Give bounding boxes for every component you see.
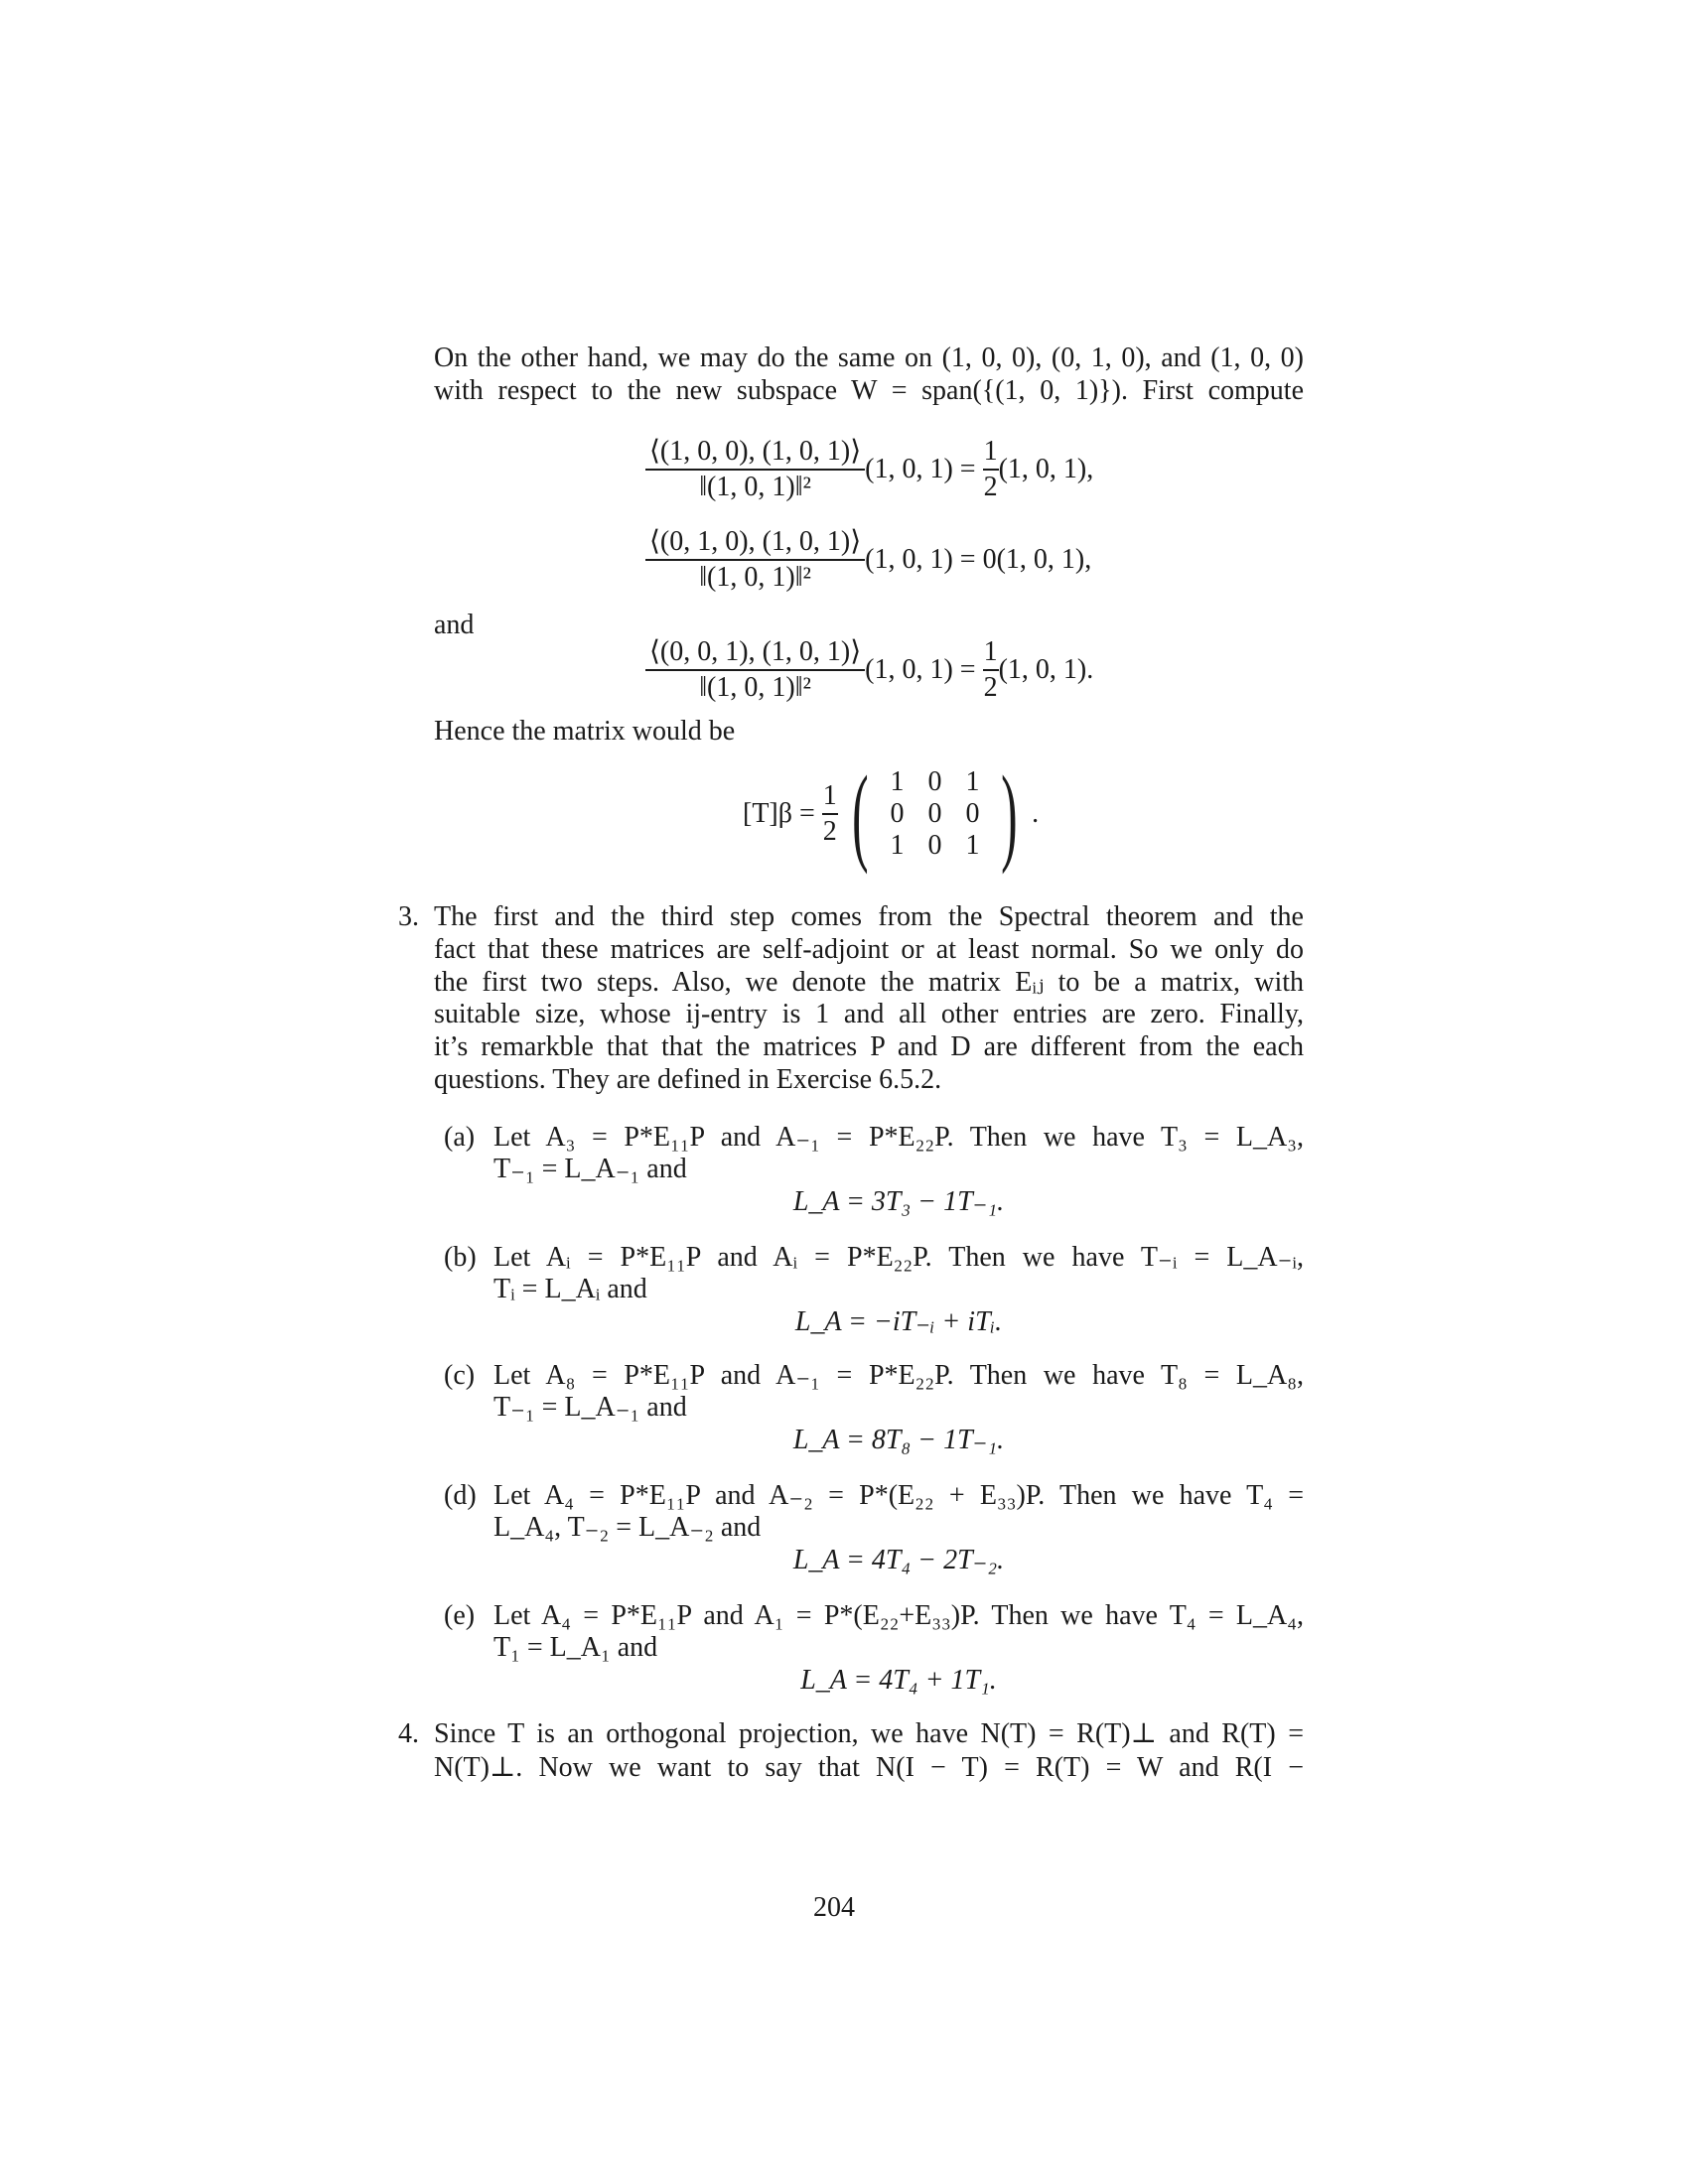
equation-1 <box>645 437 1093 502</box>
subitem-line-2: L_A₄, T₋₂ = L_A₋₂ and <box>493 1512 762 1543</box>
item-3-line: the first two steps. Also, we denote the matrix Eᵢⱼ to be a matrix, with <box>434 966 1304 998</box>
denominator: 2 <box>983 472 998 502</box>
subitem-line-2: Tᵢ = L_Aᵢ and <box>493 1274 647 1304</box>
denominator: 2 <box>822 816 837 847</box>
item-4-number: 4. <box>398 1718 419 1749</box>
matrix <box>842 753 1028 875</box>
subitem-line-2: T₋₁ = L_A₋₁ and <box>493 1392 687 1423</box>
coefficient <box>822 781 838 847</box>
rhs: (1, 0, 1) = <box>865 454 983 484</box>
numerator: ⟨(0, 1, 0), (1, 0, 1)⟩ <box>645 527 865 561</box>
matrix-equation <box>743 753 1040 875</box>
numerator: 1 <box>983 637 999 671</box>
matrix-entry: 0 <box>927 766 942 797</box>
denominator: ‖(1, 0, 1)‖² <box>699 472 811 502</box>
intro-line-2: with respect to the new subspace W = span({(1, 0, 1)}). First compute <box>434 375 1304 406</box>
coefficient <box>983 437 999 502</box>
matrix-entry: 1 <box>890 830 905 861</box>
rhs: (1, 0, 1), <box>998 454 1094 484</box>
subitem-display-equation: L_A = 4T₄ + 1T₁. <box>800 1665 997 1696</box>
subitem-line-2: T₁ = L_A₁ and <box>493 1632 658 1663</box>
equation-3 <box>645 637 1093 703</box>
subitem-line-1: Let A₈ = P*E₁₁P and A₋₁ = P*E₂₂P. Then we have T₈ = L_A₈, <box>493 1360 1304 1391</box>
item-4-line-1: Since T is an orthogonal projection, we have N(T) = R(T)⊥ and R(T) = <box>434 1718 1304 1749</box>
item-3-line: The first and the third step comes from the Spectral theorem and the <box>434 901 1304 932</box>
denominator: 2 <box>983 672 998 703</box>
right-paren: ) <box>1001 753 1019 875</box>
numerator: 1 <box>983 437 999 471</box>
matrix-lhs: [T]β = <box>743 798 822 829</box>
subitem-display-equation: L_A = 4T₄ − 2T₋₂. <box>792 1545 1005 1575</box>
item-3-number: 3. <box>398 901 419 932</box>
subitem-line-1: Let A₄ = P*E₁₁P and A₁ = P*(E₂₂+E₃₃)P. Then we have T₄ = L_A₄, <box>493 1600 1304 1631</box>
and-word: and <box>434 610 475 640</box>
item-3-line: suitable size, whose ij-entry is 1 and all other entries are zero. Finally, <box>434 999 1304 1030</box>
item-3-line: questions. They are defined in Exercise 6.5.2. <box>434 1064 942 1095</box>
matrix-entry: 1 <box>890 766 905 797</box>
subitem-label: (d) <box>444 1480 477 1511</box>
subitem-line-1: Let Aᵢ = P*E₁₁P and Aᵢ = P*E₂₂P. Then we have T₋ᵢ = L_A₋ᵢ, <box>493 1242 1304 1273</box>
matrix-entry: 0 <box>965 798 980 829</box>
rhs: (1, 0, 1) = 0(1, 0, 1), <box>865 544 1092 575</box>
equation-2 <box>645 527 1091 593</box>
denominator: ‖(1, 0, 1)‖² <box>699 562 811 593</box>
matrix-entry: 1 <box>965 766 980 797</box>
intro-line-1: On the other hand, we may do the same on (1, 0, 0), (0, 1, 0), and (1, 0, 0) <box>434 342 1304 373</box>
left-paren: ( <box>851 753 869 875</box>
subitem-line-1: Let A₃ = P*E₁₁P and A₋₁ = P*E₂₂P. Then we have T₃ = L_A₃, <box>493 1122 1304 1153</box>
numerator: ⟨(1, 0, 0), (1, 0, 1)⟩ <box>645 437 865 471</box>
item-3-line: fact that these matrices are self-adjoint or at least normal. So we only do <box>434 933 1304 965</box>
subitem-display-equation: L_A = 3T₃ − 1T₋₁. <box>792 1186 1005 1217</box>
hence-line: Hence the matrix would be <box>434 716 736 747</box>
fraction <box>645 437 865 502</box>
matrix-entry: 0 <box>927 830 942 861</box>
page-number: 204 <box>813 1892 855 1923</box>
item-3-line: it’s remarkble that that the matrices P and D are different from the each <box>434 1031 1304 1063</box>
subitem-display-equation: L_A = 8T₈ − 1T₋₁. <box>792 1425 1005 1455</box>
item-4-line-2: N(T)⊥. Now we want to say that N(I − T) = R(T) = W and R(I − <box>434 1752 1304 1783</box>
fraction <box>645 527 865 593</box>
subitem-line-1: Let A₄ = P*E₁₁P and A₋₂ = P*(E₂₂ + E₃₃)P. Then we have T₄ = <box>493 1480 1304 1511</box>
subitem-line-2: T₋₁ = L_A₋₁ and <box>493 1154 687 1184</box>
subitem-label: (e) <box>444 1600 476 1631</box>
denominator: ‖(1, 0, 1)‖² <box>699 672 811 703</box>
matrix-entry: 0 <box>890 798 905 829</box>
fraction <box>645 637 865 703</box>
subitem-label: (c) <box>444 1360 476 1391</box>
subitem-label: (a) <box>444 1122 476 1153</box>
subitem-label: (b) <box>444 1242 477 1273</box>
matrix-entry: 1 <box>965 830 980 861</box>
numerator: ⟨(0, 0, 1), (1, 0, 1)⟩ <box>645 637 865 671</box>
subitem-display-equation: L_A = −iT₋ᵢ + iTᵢ. <box>794 1306 1003 1337</box>
matrix-entry: 0 <box>927 798 942 829</box>
rhs: (1, 0, 1). <box>998 654 1094 685</box>
numerator: 1 <box>822 781 838 815</box>
coefficient <box>983 637 999 703</box>
matrix-grid <box>878 766 991 862</box>
period: . <box>1032 798 1040 829</box>
rhs: (1, 0, 1) = <box>865 654 983 685</box>
